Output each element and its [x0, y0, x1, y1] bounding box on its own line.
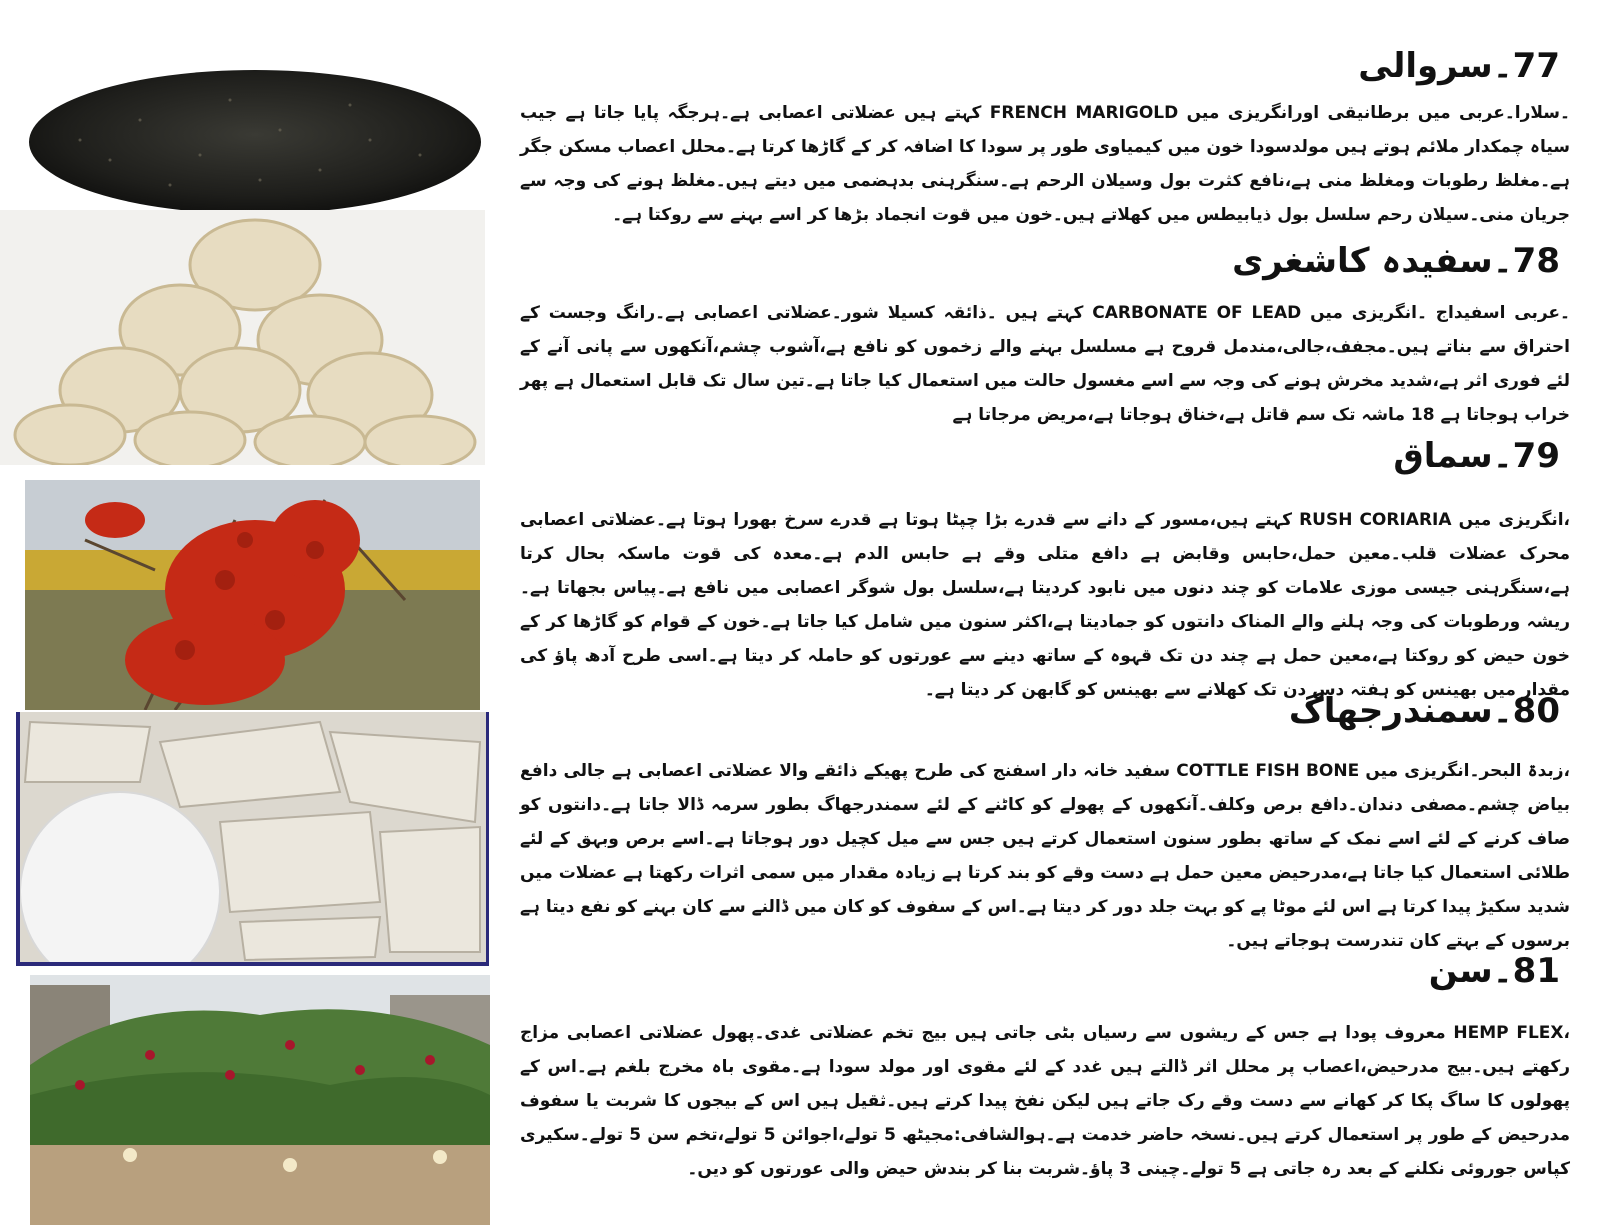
entry-77-title: 77۔سروالی: [1358, 46, 1560, 86]
entry-80-body: ،زبدۃ البحر۔انگریزی میں COTTLE FISH BONE سفید خانہ دار اسفنج کی طرح پھیکے ذائقے والا عضلاتی اعصابی ہے جالی دافع بیاض چشم۔مصفی دندان۔دافع برص وکلف۔آنکھوں کے پھولے کو کاٹنے کے لئے سمندرجھاگ بطور سرمہ ڈالا جاتا ہے۔دانتوں کو صاف کرنے کے لئے اسے نمک کے ساتھ بطور سنون استعمال کرتے ہیں جس سے میل کچیل دور ہوجاتا ہے۔اسے برص وبہق کے لئے طلائی استعمال کیا جاتا ہے،مدرحیض معین حمل ہے دست وقے کو بند کرتا ہے زیادہ مقدار میں سمی اثرات رکھتا ہے عضلات میں شدید سکیڑ پیدا کرتا ہے اس لئے موٹا پے کو بہت جلد دور کر دیتا ہے۔اس کے سفوف کو کان میں ڈالنے سے کان بہنے کو نفع دیتا ہے برسوں کے بہتے کان تندرست ہوجاتے ہیں۔: [520, 761, 1571, 951]
entry-77-body: ۔سلارا۔عربی میں برطانیقی اورانگریزی میں FRENCH MARIGOLD کہتے ہیں عضلاتی اعصابی ہے۔ہرجگہ پایا جاتا ہے جیب سیاہ چمکدار ملائم ہوتے ہیں مولدسودا خون میں کیمیاوی طور پر سودا کا اضافہ کر کے گاڑھا کرتا ہے۔محلل اعصاب مسکن جگر ہے۔مغلظ رطوبات ومغلظ منی ہے،نافع کثرت بول وسیلان الرحم ہے۔سنگرہنی بدہضمی میں دیتے ہیں۔مغلظ ہونے کی وجہ سے جریان منی۔سیلان رحم سلسل بول ذیابیطس میں کھلاتے ہیں۔خون میں قوت انجماد بڑھا کر اسے بہنے سے روکتا ہے۔: [519, 103, 1570, 225]
sumac-berries-image: [25, 480, 480, 710]
entry-78-title: 78۔سفیدہ کاشغری: [1232, 241, 1560, 281]
entry-81-title: 81۔سن: [1428, 951, 1560, 991]
entry-80-title: 80۔سمندرجھاگ: [1288, 691, 1560, 731]
entry-79-title: 79۔سماق: [1393, 436, 1560, 476]
entry-81-body: ،HEMP FLEX معروف پودا ہے جس کے ریشوں سے رسیاں بٹی جاتی ہیں بیج تخم عضلاتی غدی۔پھول عضلاتی اعصابی مزاج رکھتے ہیں۔بیج مدرحیض،اعصاب پر محلل اثر ڈالتے ہیں غدد کے لئے مقوی اور مولد سودا ہے۔مقوی باہ مخرج بلغم ہے۔اس کے پھولوں کا ساگ پکا کر کھانے سے دست وقے رک جاتے ہیں لیکن نفخ پیدا کرتے ہیں۔ثقیل ہیں اس کے بیجوں کا شربت یا سفوف مدرحیض کے طور پر استعمال کرتے ہیں۔نسخہ حاضر خدمت ہے۔ہوالشافی:مجیٹھ 5 تولے،اجوائن 5 تولے،تخم سن 5 تولے۔سکیری کپاس جوروئی نکلنے کے بعد رہ جاتی ہے 5 تولے۔چینی 3 پاؤ۔شربت بنا کر بندش حیض والی عورتوں کو دیں۔: [520, 1023, 1570, 1179]
seed-pile-image: [20, 60, 490, 220]
entry-79-body: ،انگریزی میں RUSH CORIARIA کہتے ہیں،مسور کے دانے سے قدرے بڑا چپٹا ہوتا ہے قدرے سرخ بھورا ہوتا ہے۔عضلاتی اعصابی محرک عضلات قلب۔معین حمل،حابس وقابض ہے دافع متلی وقے ہے حابس الدم ہے۔معدہ کی قوت ماسکہ بحال کرتا ہے،سنگرہنی جیسی موزی علامات کو چند دنوں میں نابود کردیتا ہے،سلسل بول شوگر اعصابی میں نافع ہے۔پیاس بجھاتا ہے۔ریشہ ورطوبات کی وجہ ہلنے والے المناک دانتوں کو جمادیتا ہے،اکثر سنون میں شامل کیا جاتا ہے۔خون کے قوام کو گاڑھا کر کے خون حیض کو روکتا ہے،معین حمل ہے چند دن تک قہوہ کے ساتھ دینے سے عورتوں کو حاملہ کر دیتا ہے۔اسی طرح آدھ پاؤ کی مقدار میں بھینس کو ہفتہ دس دن تک کھلانے سے بھینس کو گابھن کر دیتا ہے۔: [520, 510, 1571, 700]
cuttlefish-bone-image: [16, 712, 489, 966]
entry-78-body: ۔عربی اسفیداج ۔انگریزی میں CARBONATE OF LEAD کہتے ہیں ۔ذائقہ کسیلا شور۔عضلاتی اعصابی ہے۔رانگ وجست کے احتراق سے بناتے ہیں۔مجفف،جالی،مندمل قروح ہے مسلسل بہنے والے زخموں کو نافع ہے،آشوب چشم،آنکھوں سے پانی آنے کے لئے فوری اثر ہے،شدید مخرش ہونے کی وجہ سے اسے مغسول حالت میں استعمال کیا جاتا ہے۔تین سال تک قابل استعمال ہے پھر خراب ہوجاتا ہے 18 ماشہ تک سم قاتل ہے،خناق ہوجاتا ہے،مریض مرجاتا ہے: [520, 303, 1571, 425]
hemp-plant-image: [30, 975, 490, 1225]
white-tablets-image: [0, 210, 485, 465]
